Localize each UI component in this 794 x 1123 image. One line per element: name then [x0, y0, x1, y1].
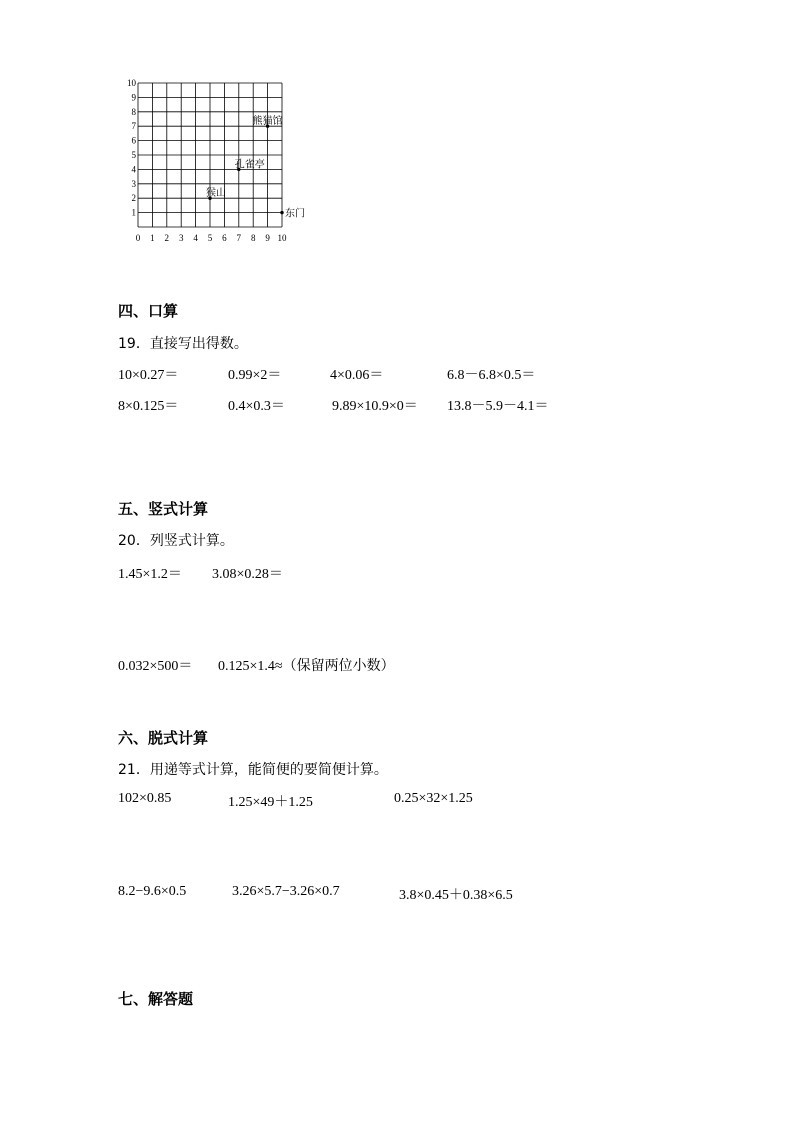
section-heading-word-problems: 七、解答题	[118, 990, 194, 1008]
y-tick-label: 2	[131, 193, 136, 204]
x-tick-label: 9	[265, 233, 270, 243]
location-point	[280, 211, 283, 214]
expression: 0.032×500＝	[118, 659, 193, 674]
expression: 3.08×0.28＝	[212, 567, 283, 582]
location-label: 孔雀亭	[234, 159, 265, 171]
expression: 0.4×0.3＝	[228, 399, 285, 414]
y-tick-label: 5	[131, 150, 136, 160]
y-tick-label: 9	[131, 92, 136, 103]
y-tick-label: 10	[127, 78, 136, 88]
location-label: 熊猫馆	[252, 116, 283, 128]
x-tick-label: 5	[207, 233, 213, 243]
expression: 9.89×10.9×0＝	[332, 399, 418, 414]
x-tick-label: 2	[164, 233, 170, 243]
expression: 3.26×5.7−3.26×0.7	[232, 884, 340, 899]
expression: 3.8×0.45＋0.38×6.5	[399, 888, 513, 903]
expression: 0.99×2＝	[228, 368, 282, 383]
x-tick-label: 3	[178, 233, 184, 243]
x-tick-label: 8	[250, 233, 256, 243]
x-tick-label: 10	[277, 233, 287, 243]
y-tick-label: 7	[131, 121, 136, 132]
x-tick-label: 7	[236, 233, 242, 243]
location-label: 猴山	[206, 188, 226, 200]
y-tick-label: 6	[131, 135, 136, 146]
expression: 102×0.85	[118, 791, 172, 806]
y-tick-label: 1	[131, 207, 136, 218]
section-heading-oral-calc: 四、口算	[118, 302, 179, 320]
question-19: 19．直接写出得数。	[118, 336, 248, 352]
question-20: 20．列竖式计算。	[118, 533, 234, 549]
x-tick-label: 1	[150, 233, 155, 243]
expression: 1.45×1.2＝	[118, 567, 182, 582]
expression: 4×0.06＝	[330, 368, 384, 383]
x-tick-label: 6	[222, 233, 227, 243]
y-tick-label: 3	[131, 178, 136, 189]
expression: 8×0.125＝	[118, 399, 179, 414]
expression: 10×0.27＝	[118, 368, 179, 383]
y-tick-label: 4	[131, 164, 136, 175]
location-label: 东门	[285, 208, 305, 220]
coordinate-grid-chart	[118, 78, 318, 254]
y-tick-label: 8	[131, 106, 136, 117]
x-tick-label: 4	[193, 233, 198, 243]
expression: 8.2−9.6×0.5	[118, 884, 187, 899]
expression: 6.8－6.8×0.5＝	[447, 368, 536, 383]
section-heading-step-calc: 六、脱式计算	[118, 729, 209, 747]
x-tick-label: 0	[135, 233, 141, 243]
expression: 0.125×1.4≈（保留两位小数）	[218, 659, 395, 674]
expression: 13.8－5.9－4.1＝	[447, 399, 549, 414]
expression: 0.25×32×1.25	[394, 791, 473, 806]
expression: 1.25×49＋1.25	[228, 795, 313, 810]
question-21: 21．用递等式计算，能简便的要简便计算。	[118, 762, 388, 778]
section-heading-vertical-calc: 五、竖式计算	[118, 500, 209, 518]
